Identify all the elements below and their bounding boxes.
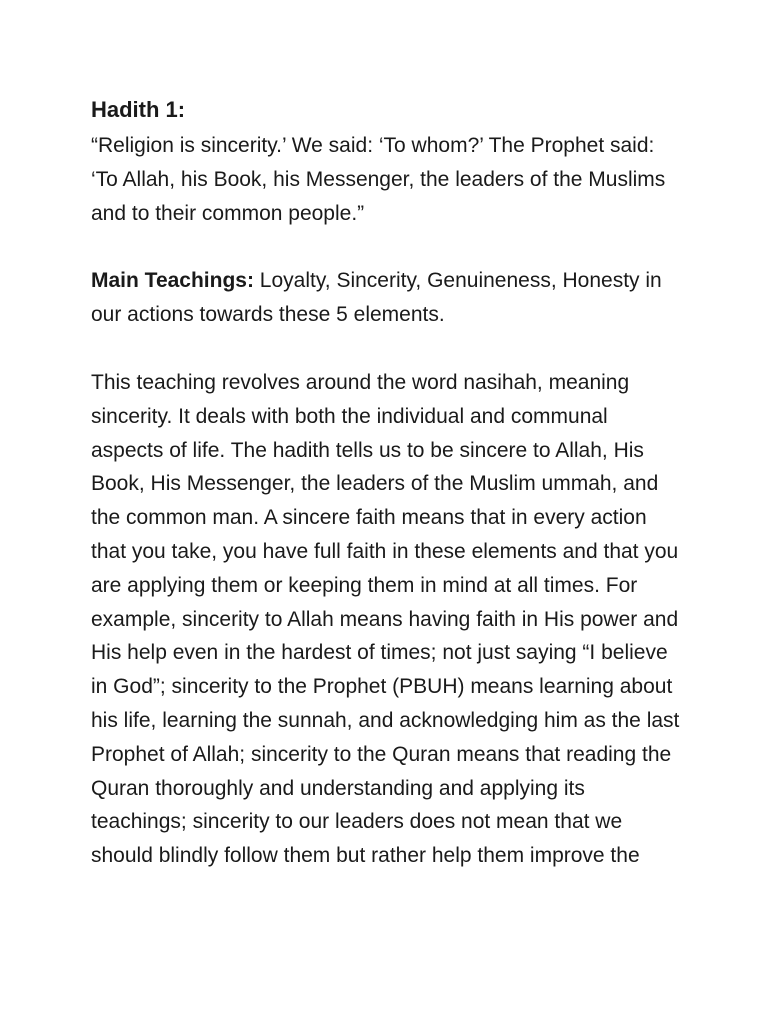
main-teachings-label: Main Teachings: (91, 269, 254, 293)
hadith-quote: “Religion is sincerity.’ We said: ‘To whom?’ The Prophet said: ‘To Allah, his Book, his Messenger, the leaders of the Muslims and to their common people.” (91, 134, 666, 225)
document-page (91, 95, 681, 873)
paragraph-spacer (91, 230, 681, 264)
hadith-heading: Hadith 1: (91, 97, 186, 122)
paragraph-spacer (91, 332, 681, 366)
main-teachings-paragraph (91, 264, 681, 332)
body-paragraph: This teaching revolves around the word nasihah, meaning sincerity. It deals with both the individual and communal aspects of life. The hadith tells us to be sincere to Allah, His Book, His Messenger, the leaders of the Muslim ummah, and the common man. A sincere faith means that in every action that you take, you have full faith in these elements and that you are applying them or keeping them in mind at all times. For example, sincerity to Allah means having faith in His power and His help even in the hardest of times; not just saying “I believe in God”; sincerity to the Prophet (PBUH) means learning about his life, learning the sunnah, and acknowledging him as the last Prophet of Allah; sincerity to the Quran means that reading the Quran thoroughly and understanding and applying its teachings; sincerity to our leaders does not mean that we should blindly follow them but rather help them improve the (91, 370, 680, 868)
main-teachings-text: Loyalty, Sincerity, Genuineness, Honesty in our actions towards these 5 elements. (91, 269, 662, 327)
